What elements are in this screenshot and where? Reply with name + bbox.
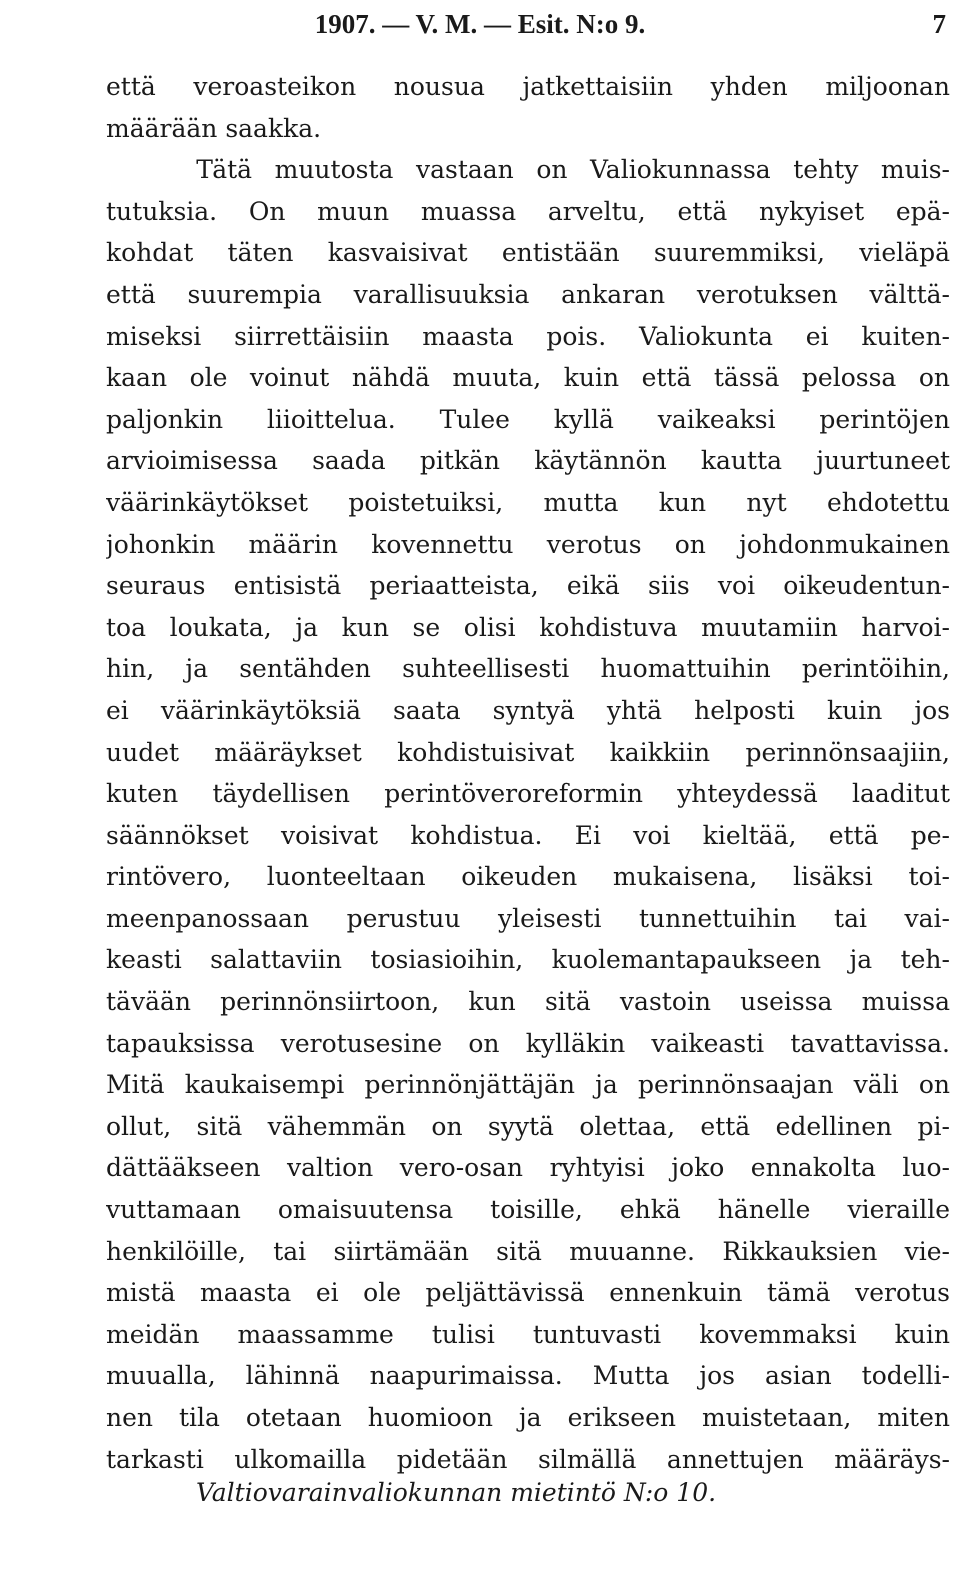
- footer-signature: Valtiovarainvaliokunnan mietintö N:o 10.: [196, 1478, 717, 1507]
- text-line: vuttamaan omaisuutensa toisille, ehkä hänelle vieraille: [106, 1195, 950, 1225]
- text-line: että suurempia varallisuuksia ankaran verotuksen välttä-: [106, 279, 950, 309]
- text-line: väärinkäytökset poistetuiksi, mutta kun nyt ehdotettu: [106, 487, 950, 517]
- text-line: johonkin määrin kovennettu verotus on johdonmukainen: [106, 529, 950, 559]
- text-line: hin, ja sentähden suhteellisesti huomattuihin perintöihin,: [106, 654, 950, 684]
- text-line: mistä maasta ei ole peljättävissä ennenkuin tämä verotus: [106, 1278, 950, 1308]
- text-line: muualla, lähinnä naapurimaissa. Mutta jos asian todelli-: [106, 1361, 950, 1391]
- text-line: Tätä muutosta vastaan on Valiokunnassa tehty muis-: [106, 155, 950, 185]
- text-line: seuraus entisistä periaatteista, eikä siis voi oikeudentun-: [106, 571, 950, 601]
- text-line: meidän maassamme tulisi tuntuvasti kovemmaksi kuin: [106, 1319, 950, 1349]
- text-line: dättääkseen valtion vero-osan ryhtyisi joko ennakolta luo-: [106, 1153, 950, 1183]
- text-line: nen tila otetaan huomioon ja erikseen muistetaan, miten: [106, 1403, 950, 1432]
- text-line: kohdat täten kasvaisivat entistään suuremmiksi, vieläpä: [106, 238, 950, 268]
- text-line: kuten täydellisen perintöveroreformin yhteydessä laaditut: [106, 779, 950, 809]
- text-line: henkilöille, tai siirtämään sitä muuanne. Rikkauksien vie-: [106, 1236, 950, 1266]
- running-title: 1907. — V. M. — Esit. N:o 9.: [314, 9, 646, 39]
- text-line: ollut, sitä vähemmän on syytä olettaa, että edellinen pi-: [106, 1111, 950, 1141]
- text-line: määrään saakka.: [106, 113, 322, 143]
- text-line: paljonkin liioittelua. Tulee kyllä vaikeaksi perintöjen: [106, 404, 950, 434]
- text-line: toa loukata, ja kun se olisi kohdistuva muutamiin harvoi-: [106, 612, 950, 642]
- text-line: ei väärinkäytöksiä saata syntyä yhtä helposti kuin jos: [106, 695, 950, 725]
- text-line: keasti salattaviin tosiasioihin, kuolemantapaukseen ja teh-: [106, 945, 950, 975]
- text-line: tutuksia. On muun muassa arveltu, että nykyiset epä-: [106, 196, 950, 226]
- text-line: Mitä kaukaisempi perinnönjättäjän ja perinnönsaajan väli on: [106, 1070, 950, 1100]
- text-line: säännökset voisivat kohdistua. Ei voi kieltää, että pe-: [106, 820, 950, 850]
- page-number: 7: [932, 9, 946, 39]
- text-line: tapauksissa verotusesine on kylläkin vaikeasti tavattavissa.: [106, 1028, 950, 1058]
- text-line: kaan ole voinut nähdä muuta, kuin että tässä pelossa on: [106, 363, 950, 393]
- body-text: [106, 66, 950, 1480]
- text-line: rintövero, luonteeltaan oikeuden mukaisena, lisäksi toi-: [106, 862, 950, 892]
- text-line: tävään perinnönsiirtoon, kun sitä vastoin useissa muissa: [106, 987, 950, 1017]
- text-line: arvioimisessa saada pitkän käytännön kautta juurtuneet: [106, 446, 950, 476]
- text-line: tarkasti ulkomailla pidetään silmällä annettujen määräys-: [106, 1444, 950, 1474]
- text-line: että veroasteikon nousua jatkettaisiin yhden miljoonan: [106, 72, 950, 101]
- text-line: miseksi siirrettäisiin maasta pois. Valiokunta ei kuiten-: [106, 321, 950, 351]
- page-header: [0, 4, 960, 44]
- text-line: uudet määräykset kohdistuisivat kaikkiin perinnönsaajiin,: [106, 737, 950, 767]
- text-line: meenpanossaan perustuu yleisesti tunnettuihin tai vai-: [106, 903, 950, 933]
